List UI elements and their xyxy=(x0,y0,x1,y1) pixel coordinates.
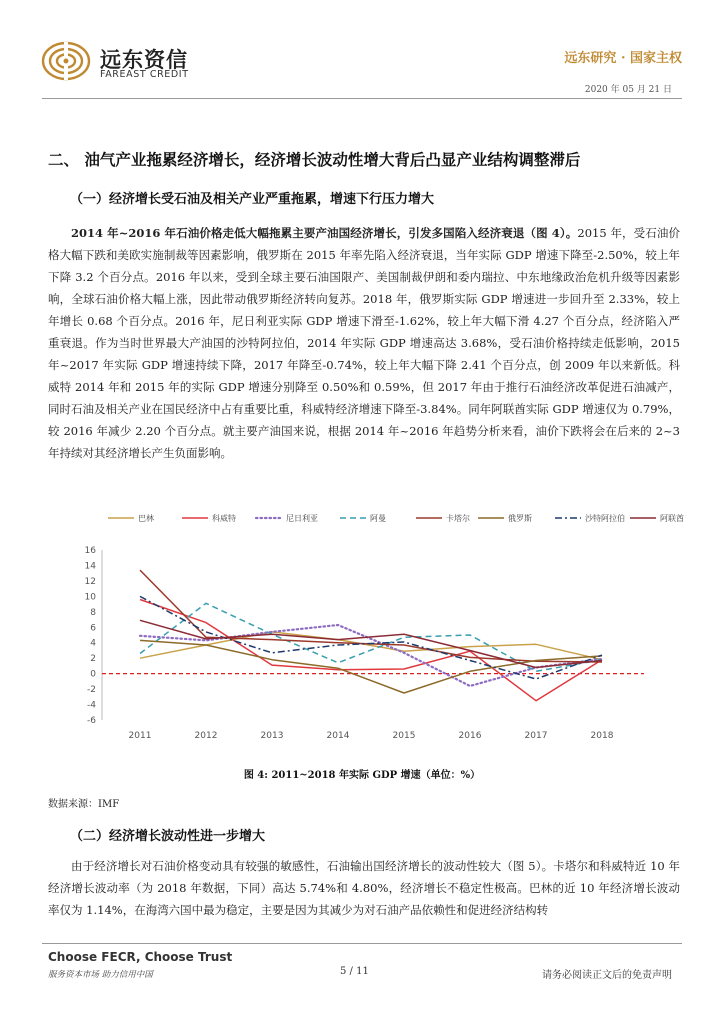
legend-label: 阿联酋 xyxy=(660,514,684,523)
x-tick-label: 2014 xyxy=(326,731,350,741)
y-tick-label: 14 xyxy=(84,561,96,572)
subsection-heading-1: （一）经济增长受石油及相关产业严重拖累，增速下行压力增大 xyxy=(70,192,435,207)
legend-label: 阿曼 xyxy=(370,514,386,523)
footer-slogan-english: Choose FECR, Choose Trust xyxy=(48,950,233,964)
x-tick-label: 2016 xyxy=(458,731,482,741)
y-tick-label: 16 xyxy=(84,546,96,556)
x-tick-label: 2018 xyxy=(590,731,614,741)
series-line-2 xyxy=(140,625,602,686)
logo-chinese-name: 远东资信 xyxy=(100,48,188,72)
figure-caption: 图 4: 2011~2018 年实际 GDP 增速（单位：%） xyxy=(243,770,481,781)
gdp-growth-line-chart xyxy=(44,504,684,754)
section-heading: 二、 油气产业拖累经济增长，经济增长波动性增大背后凸显产业结构调整滞后 xyxy=(48,150,581,169)
report-date: 2020 年 05 月 21 日 xyxy=(584,85,672,95)
paragraph-2 xyxy=(48,855,680,921)
paragraph-1-lead: 2014 年~2016 年石油价格走低大幅拖累主要产油国经济增长，引发多国陷入经济衰退（图 4）。 xyxy=(71,226,578,240)
legend-label: 卡塔尔 xyxy=(446,514,470,523)
legend-label: 巴林 xyxy=(138,514,154,523)
y-tick-label: 12 xyxy=(84,576,96,587)
data-source: 数据来源：IMF xyxy=(48,799,120,810)
x-tick-label: 2012 xyxy=(194,731,218,741)
header-divider xyxy=(42,98,682,99)
paragraph-1-body: 2015 年，受石油价格大幅下跌和美欧实施制裁等因素影响，俄罗斯在 2015 年率先陷入经济衰退，当年实际 GDP 增速下降至-2.50%，较上年下降 3.2 个百分点。2016 年以来，受到全球主要石油国限产、美国制裁伊朗和委内瑞拉、中东地缘政治危机升级等因素影响，全球石油价格大幅上涨，因此带动俄罗斯经济转向复苏。2018 年，俄罗斯实际 GDP 增速进一步回升至 2.33%，较上年增长 0.68 个百分点。2016 年，尼日利亚实际 GDP 增速下滑至-1.62%，较上年大幅下滑 4.27 个百分点，经济陷入严重衰退。作为当时世界最大产油国的沙特阿拉伯，2014 年实际 GDP 增速高达 3.68%，受石油价格持续走低影响，2015 年~2017 年实际 GDP 增速持续下降，2017 年降至-0.74%，较上年大幅下降 2.41 个百分点，创 2009 年以来新低。科威特 2014 年和 2015 年的实际 GDP 增速分别降至 0.50%和 0.59%，但 2017 年由于推行石油经济改革促进石油减产，同时石油及相关产业在国民经济中占有重要比重，科威特经济增速下降至-3.84%。同年阿联酋实际 GDP 增速仅为 0.79%，较 2016 年减少 2.20 个百分点。就主要产油国来说，根据 2014 年~2016 年趋势分析来看，油价下跌将会在后来的 2~3 年持续对其经济增长产生负面影响。 xyxy=(48,226,681,460)
y-tick-label: 0 xyxy=(90,669,96,680)
series-line-4 xyxy=(140,570,602,662)
logo-english-name: FAREAST CREDIT xyxy=(100,69,189,80)
y-tick-label: 10 xyxy=(84,592,96,603)
y-tick-label: -4 xyxy=(87,700,96,711)
y-tick-label: 4 xyxy=(90,638,96,649)
y-tick-label: 2 xyxy=(90,654,96,665)
legend-label: 沙特阿拉伯 xyxy=(585,514,625,523)
fareast-logo-icon xyxy=(40,40,92,82)
y-tick-label: -6 xyxy=(87,716,96,726)
x-tick-label: 2013 xyxy=(260,731,284,741)
paragraph-1 xyxy=(48,222,680,464)
y-tick-label: -2 xyxy=(87,685,96,696)
y-tick-label: 6 xyxy=(90,623,96,634)
report-category: 远东研究 · 国家主权 xyxy=(564,51,682,66)
y-tick-label: 8 xyxy=(90,607,96,618)
footer-slogan-chinese: 服务资本市场 助力信用中国 xyxy=(48,970,153,980)
legend-label: 科威特 xyxy=(212,514,236,523)
x-tick-label: 2017 xyxy=(524,731,548,741)
page-number: 5 / 11 xyxy=(340,966,369,977)
paragraph-2-text: 由于经济增长对石油价格变动具有较强的敏感性，石油输出国经济增长的波动性较大（图 5）。卡塔尔和科威特近 10 年经济增长波动率（为 2018 年数据，下同）高达 5.74%和 4.80%，经济增长不稳定性极高。巴林的近 10 年经济增长波动率仅为 1.14%，在海湾六国中最为稳定，主要是因为其减少为对石油产品依赖性和促进经济结构转 xyxy=(48,859,680,917)
x-tick-label: 2011 xyxy=(128,731,152,741)
legend-label: 尼日利亚 xyxy=(286,514,318,523)
x-tick-label: 2015 xyxy=(392,731,416,741)
subsection-heading-2: （二）经济增长波动性进一步增大 xyxy=(70,829,266,844)
disclaimer-note: 请务必阅读正文后的免责声明 xyxy=(542,970,672,981)
legend-label: 俄罗斯 xyxy=(508,514,532,523)
footer-divider xyxy=(42,943,682,944)
